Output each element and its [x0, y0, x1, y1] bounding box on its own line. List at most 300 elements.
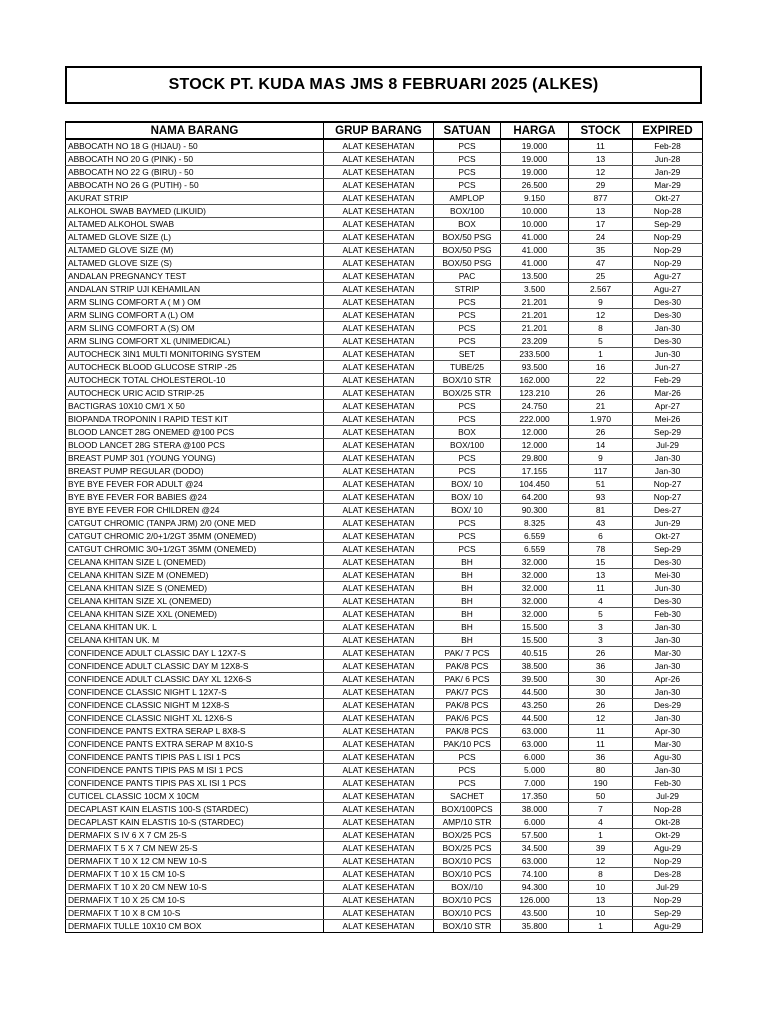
- item-stock-cell: 9: [569, 452, 633, 465]
- table-row: [66, 829, 703, 842]
- item-name-cell: CATGUT CHROMIC (TANPA JRM) 2/0 (ONE MED: [66, 517, 324, 530]
- item-expiry-cell: Jun-27: [633, 361, 703, 374]
- item-stock-cell: 26: [569, 647, 633, 660]
- item-price-cell: 63.000: [501, 855, 569, 868]
- item-stock-cell: 877: [569, 192, 633, 205]
- item-expiry-cell: Nop-28: [633, 803, 703, 816]
- item-name-cell: BYE BYE FEVER FOR ADULT @24: [66, 478, 324, 491]
- item-group-cell: ALAT KESEHATAN: [324, 387, 434, 400]
- item-name-cell: CONFIDENCE ADULT CLASSIC DAY XL 12X6-S: [66, 673, 324, 686]
- item-unit-cell: AMPLOP: [434, 192, 501, 205]
- item-name-cell: AKURAT STRIP: [66, 192, 324, 205]
- item-stock-cell: 24: [569, 231, 633, 244]
- table-row: [66, 257, 703, 270]
- item-unit-cell: PAK/10 PCS: [434, 738, 501, 751]
- item-group-cell: ALAT KESEHATAN: [324, 621, 434, 634]
- item-price-cell: 38.500: [501, 660, 569, 673]
- item-group-cell: ALAT KESEHATAN: [324, 231, 434, 244]
- item-expiry-cell: Jun-29: [633, 517, 703, 530]
- item-price-cell: 15.500: [501, 621, 569, 634]
- item-name-cell: BACTIGRAS 10X10 CM/1 X 50: [66, 400, 324, 413]
- item-stock-cell: 5: [569, 335, 633, 348]
- item-stock-cell: 39: [569, 842, 633, 855]
- item-price-cell: 5.000: [501, 764, 569, 777]
- item-group-cell: ALAT KESEHATAN: [324, 842, 434, 855]
- item-expiry-cell: Agu-29: [633, 920, 703, 933]
- item-stock-cell: 1: [569, 348, 633, 361]
- item-price-cell: 6.559: [501, 543, 569, 556]
- column-header-nama-barang: NAMA BARANG: [66, 122, 324, 139]
- table-row: [66, 764, 703, 777]
- column-header-stock: STOCK: [569, 122, 633, 139]
- item-name-cell: ALTAMED GLOVE SIZE (S): [66, 257, 324, 270]
- table-row: [66, 647, 703, 660]
- item-stock-cell: 26: [569, 699, 633, 712]
- item-stock-cell: 4: [569, 816, 633, 829]
- item-name-cell: ARM SLING COMFORT A (L) OM: [66, 309, 324, 322]
- table-row: [66, 452, 703, 465]
- item-price-cell: 40.515: [501, 647, 569, 660]
- item-stock-cell: 3: [569, 634, 633, 647]
- item-stock-cell: 93: [569, 491, 633, 504]
- item-group-cell: ALAT KESEHATAN: [324, 881, 434, 894]
- item-expiry-cell: Mar-30: [633, 738, 703, 751]
- item-name-cell: DECAPLAST KAIN ELASTIS 10-S (STARDEC): [66, 816, 324, 829]
- item-group-cell: ALAT KESEHATAN: [324, 816, 434, 829]
- item-unit-cell: PCS: [434, 465, 501, 478]
- table-row: [66, 296, 703, 309]
- table-row: [66, 777, 703, 790]
- item-name-cell: ABBOCATH NO 22 G (BIRU) - 50: [66, 166, 324, 179]
- item-name-cell: CONFIDENCE PANTS TIPIS PAS L ISI 1 PCS: [66, 751, 324, 764]
- item-expiry-cell: Des-29: [633, 699, 703, 712]
- item-group-cell: ALAT KESEHATAN: [324, 530, 434, 543]
- item-price-cell: 90.300: [501, 504, 569, 517]
- item-unit-cell: PCS: [434, 413, 501, 426]
- item-unit-cell: PCS: [434, 153, 501, 166]
- item-stock-cell: 81: [569, 504, 633, 517]
- item-name-cell: ALTAMED ALKOHOL SWAB: [66, 218, 324, 231]
- item-name-cell: DERMAFIX T 10 X 15 CM 10-S: [66, 868, 324, 881]
- item-group-cell: ALAT KESEHATAN: [324, 920, 434, 933]
- item-name-cell: CONFIDENCE PANTS EXTRA SERAP M 8X10-S: [66, 738, 324, 751]
- item-unit-cell: BOX/ 10: [434, 491, 501, 504]
- item-name-cell: CELANA KHITAN SIZE M (ONEMED): [66, 569, 324, 582]
- item-name-cell: DERMAFIX T 5 X 7 CM NEW 25-S: [66, 842, 324, 855]
- item-name-cell: DECAPLAST KAIN ELASTIS 100-S (STARDEC): [66, 803, 324, 816]
- item-unit-cell: PCS: [434, 139, 501, 153]
- item-unit-cell: BH: [434, 634, 501, 647]
- item-expiry-cell: Okt-27: [633, 530, 703, 543]
- item-price-cell: 41.000: [501, 244, 569, 257]
- item-unit-cell: PCS: [434, 764, 501, 777]
- item-expiry-cell: Feb-30: [633, 608, 703, 621]
- item-group-cell: ALAT KESEHATAN: [324, 582, 434, 595]
- item-stock-cell: 30: [569, 673, 633, 686]
- column-header-harga: HARGA: [501, 122, 569, 139]
- item-price-cell: 74.100: [501, 868, 569, 881]
- item-name-cell: AUTOCHECK URIC ACID STRIP-25: [66, 387, 324, 400]
- table-row: [66, 686, 703, 699]
- item-unit-cell: PCS: [434, 777, 501, 790]
- item-stock-cell: 2.567: [569, 283, 633, 296]
- table-row: [66, 478, 703, 491]
- item-name-cell: DERMAFIX T 10 X 8 CM 10-S: [66, 907, 324, 920]
- item-group-cell: ALAT KESEHATAN: [324, 361, 434, 374]
- table-row: [66, 205, 703, 218]
- item-unit-cell: PCS: [434, 296, 501, 309]
- item-unit-cell: BOX/10 STR: [434, 920, 501, 933]
- table-row: [66, 556, 703, 569]
- item-stock-cell: 13: [569, 569, 633, 582]
- item-unit-cell: PAK/8 PCS: [434, 699, 501, 712]
- table-row: [66, 699, 703, 712]
- item-group-cell: ALAT KESEHATAN: [324, 283, 434, 296]
- item-unit-cell: PAK/8 PCS: [434, 660, 501, 673]
- item-group-cell: ALAT KESEHATAN: [324, 634, 434, 647]
- item-unit-cell: PCS: [434, 179, 501, 192]
- item-unit-cell: PCS: [434, 166, 501, 179]
- item-price-cell: 41.000: [501, 231, 569, 244]
- table-row: [66, 387, 703, 400]
- item-name-cell: ABBOCATH NO 20 G (PINK) - 50: [66, 153, 324, 166]
- item-unit-cell: PCS: [434, 751, 501, 764]
- table-row: [66, 582, 703, 595]
- item-price-cell: 9.150: [501, 192, 569, 205]
- table-row: [66, 751, 703, 764]
- table-row: [66, 920, 703, 933]
- table-row: [66, 738, 703, 751]
- table-row: [66, 439, 703, 452]
- item-unit-cell: PCS: [434, 530, 501, 543]
- table-row: [66, 166, 703, 179]
- item-unit-cell: BH: [434, 582, 501, 595]
- item-name-cell: DERMAFIX T 10 X 25 CM 10-S: [66, 894, 324, 907]
- item-price-cell: 104.450: [501, 478, 569, 491]
- item-group-cell: ALAT KESEHATAN: [324, 335, 434, 348]
- item-name-cell: BYE BYE FEVER FOR CHILDREN @24: [66, 504, 324, 517]
- item-stock-cell: 190: [569, 777, 633, 790]
- item-stock-cell: 117: [569, 465, 633, 478]
- item-name-cell: ARM SLING COMFORT XL (UNIMEDICAL): [66, 335, 324, 348]
- item-stock-cell: 9: [569, 296, 633, 309]
- table-row: [66, 218, 703, 231]
- item-expiry-cell: Jan-30: [633, 634, 703, 647]
- item-group-cell: ALAT KESEHATAN: [324, 855, 434, 868]
- item-expiry-cell: Nop-29: [633, 894, 703, 907]
- item-name-cell: CONFIDENCE PANTS EXTRA SERAP L 8X8-S: [66, 725, 324, 738]
- item-name-cell: ABBOCATH NO 26 G (PUTIH) - 50: [66, 179, 324, 192]
- document-title: STOCK PT. KUDA MAS JMS 8 FEBRUARI 2025 (ALKES): [65, 66, 702, 104]
- item-group-cell: ALAT KESEHATAN: [324, 218, 434, 231]
- table-row: [66, 179, 703, 192]
- item-expiry-cell: Okt-27: [633, 192, 703, 205]
- table-row: [66, 348, 703, 361]
- item-unit-cell: BOX/10 PCS: [434, 907, 501, 920]
- item-price-cell: 39.500: [501, 673, 569, 686]
- item-name-cell: CATGUT CHROMIC 3/0+1/2GT 35MM (ONEMED): [66, 543, 324, 556]
- item-expiry-cell: Nop-27: [633, 478, 703, 491]
- item-unit-cell: BOX/25 STR: [434, 387, 501, 400]
- item-stock-cell: 17: [569, 218, 633, 231]
- table-row: [66, 907, 703, 920]
- item-expiry-cell: Okt-29: [633, 829, 703, 842]
- item-stock-cell: 10: [569, 881, 633, 894]
- item-stock-cell: 8: [569, 868, 633, 881]
- item-unit-cell: PAK/ 7 PCS: [434, 647, 501, 660]
- item-unit-cell: STRIP: [434, 283, 501, 296]
- item-name-cell: CONFIDENCE PANTS TIPIS PAS XL ISI 1 PCS: [66, 777, 324, 790]
- item-name-cell: ANDALAN PREGNANCY TEST: [66, 270, 324, 283]
- item-name-cell: DERMAFIX S IV 6 X 7 CM 25-S: [66, 829, 324, 842]
- item-group-cell: ALAT KESEHATAN: [324, 829, 434, 842]
- item-unit-cell: PCS: [434, 400, 501, 413]
- item-stock-cell: 80: [569, 764, 633, 777]
- item-expiry-cell: Agu-27: [633, 270, 703, 283]
- item-group-cell: ALAT KESEHATAN: [324, 751, 434, 764]
- item-expiry-cell: Jan-30: [633, 621, 703, 634]
- item-expiry-cell: Nop-28: [633, 205, 703, 218]
- item-price-cell: 21.201: [501, 309, 569, 322]
- item-name-cell: DERMAFIX T 10 X 12 CM NEW 10-S: [66, 855, 324, 868]
- item-stock-cell: 30: [569, 686, 633, 699]
- item-stock-cell: 78: [569, 543, 633, 556]
- item-price-cell: 12.000: [501, 439, 569, 452]
- item-unit-cell: PAK/8 PCS: [434, 725, 501, 738]
- item-stock-cell: 15: [569, 556, 633, 569]
- item-group-cell: ALAT KESEHATAN: [324, 686, 434, 699]
- item-unit-cell: BH: [434, 595, 501, 608]
- table-row: [66, 517, 703, 530]
- item-stock-cell: 12: [569, 309, 633, 322]
- item-expiry-cell: Des-30: [633, 556, 703, 569]
- item-unit-cell: PCS: [434, 517, 501, 530]
- table-row: [66, 569, 703, 582]
- item-stock-cell: 43: [569, 517, 633, 530]
- item-group-cell: ALAT KESEHATAN: [324, 244, 434, 257]
- item-unit-cell: BOX/10 PCS: [434, 868, 501, 881]
- item-price-cell: 44.500: [501, 686, 569, 699]
- item-expiry-cell: Okt-28: [633, 816, 703, 829]
- item-group-cell: ALAT KESEHATAN: [324, 725, 434, 738]
- item-price-cell: 24.750: [501, 400, 569, 413]
- item-expiry-cell: Jan-30: [633, 452, 703, 465]
- item-stock-cell: 12: [569, 855, 633, 868]
- item-stock-cell: 26: [569, 426, 633, 439]
- item-unit-cell: BH: [434, 608, 501, 621]
- item-price-cell: 6.000: [501, 816, 569, 829]
- table-row: [66, 192, 703, 205]
- item-stock-cell: 5: [569, 608, 633, 621]
- item-unit-cell: BOX/25 PCS: [434, 842, 501, 855]
- item-expiry-cell: Jan-30: [633, 686, 703, 699]
- item-name-cell: CONFIDENCE CLASSIC NIGHT L 12X7-S: [66, 686, 324, 699]
- item-group-cell: ALAT KESEHATAN: [324, 803, 434, 816]
- item-name-cell: CELANA KHITAN SIZE S (ONEMED): [66, 582, 324, 595]
- table-row: [66, 842, 703, 855]
- item-group-cell: ALAT KESEHATAN: [324, 491, 434, 504]
- item-name-cell: DERMAFIX TULLE 10X10 CM BOX: [66, 920, 324, 933]
- item-name-cell: CELANA KHITAN UK. M: [66, 634, 324, 647]
- item-stock-cell: 14: [569, 439, 633, 452]
- item-group-cell: ALAT KESEHATAN: [324, 712, 434, 725]
- table-row: [66, 426, 703, 439]
- item-expiry-cell: Nop-29: [633, 257, 703, 270]
- item-expiry-cell: Feb-28: [633, 139, 703, 153]
- item-price-cell: 17.350: [501, 790, 569, 803]
- item-unit-cell: BOX/10 PCS: [434, 855, 501, 868]
- item-stock-cell: 35: [569, 244, 633, 257]
- item-expiry-cell: Mei-26: [633, 413, 703, 426]
- table-row: [66, 465, 703, 478]
- item-price-cell: 35.800: [501, 920, 569, 933]
- item-unit-cell: PAK/6 PCS: [434, 712, 501, 725]
- item-expiry-cell: Jan-30: [633, 712, 703, 725]
- item-expiry-cell: Jul-29: [633, 790, 703, 803]
- item-price-cell: 34.500: [501, 842, 569, 855]
- item-expiry-cell: Agu-30: [633, 751, 703, 764]
- item-unit-cell: TUBE/25: [434, 361, 501, 374]
- item-unit-cell: PCS: [434, 543, 501, 556]
- item-stock-cell: 13: [569, 153, 633, 166]
- item-group-cell: ALAT KESEHATAN: [324, 556, 434, 569]
- item-group-cell: ALAT KESEHATAN: [324, 139, 434, 153]
- item-expiry-cell: Jun-30: [633, 348, 703, 361]
- item-unit-cell: BOX/100: [434, 205, 501, 218]
- item-price-cell: 26.500: [501, 179, 569, 192]
- item-group-cell: ALAT KESEHATAN: [324, 569, 434, 582]
- item-unit-cell: PCS: [434, 309, 501, 322]
- item-name-cell: ARM SLING COMFORT A ( M ) OM: [66, 296, 324, 309]
- item-price-cell: 38.000: [501, 803, 569, 816]
- item-price-cell: 41.000: [501, 257, 569, 270]
- item-unit-cell: PAC: [434, 270, 501, 283]
- item-group-cell: ALAT KESEHATAN: [324, 348, 434, 361]
- item-group-cell: ALAT KESEHATAN: [324, 270, 434, 283]
- table-row: [66, 413, 703, 426]
- table-row: [66, 322, 703, 335]
- item-expiry-cell: Sep-29: [633, 426, 703, 439]
- item-group-cell: ALAT KESEHATAN: [324, 192, 434, 205]
- item-expiry-cell: Des-30: [633, 296, 703, 309]
- table-row: [66, 335, 703, 348]
- item-expiry-cell: Des-28: [633, 868, 703, 881]
- item-price-cell: 162.000: [501, 374, 569, 387]
- table-row: [66, 816, 703, 829]
- item-stock-cell: 1.970: [569, 413, 633, 426]
- item-price-cell: 64.200: [501, 491, 569, 504]
- item-name-cell: AUTOCHECK TOTAL CHOLESTEROL-10: [66, 374, 324, 387]
- item-name-cell: CONFIDENCE CLASSIC NIGHT M 12X8-S: [66, 699, 324, 712]
- table-row: [66, 855, 703, 868]
- item-expiry-cell: Jan-30: [633, 322, 703, 335]
- item-stock-cell: 11: [569, 582, 633, 595]
- item-price-cell: 19.000: [501, 139, 569, 153]
- item-price-cell: 10.000: [501, 218, 569, 231]
- table-row: [66, 543, 703, 556]
- item-price-cell: 32.000: [501, 595, 569, 608]
- item-stock-cell: 50: [569, 790, 633, 803]
- item-stock-cell: 25: [569, 270, 633, 283]
- item-group-cell: ALAT KESEHATAN: [324, 309, 434, 322]
- item-name-cell: CONFIDENCE PANTS TIPIS PAS M ISI 1 PCS: [66, 764, 324, 777]
- column-header-expired: EXPIRED: [633, 122, 703, 139]
- item-unit-cell: PAK/ 6 PCS: [434, 673, 501, 686]
- item-stock-cell: 16: [569, 361, 633, 374]
- item-price-cell: 57.500: [501, 829, 569, 842]
- item-price-cell: 3.500: [501, 283, 569, 296]
- item-expiry-cell: Nop-29: [633, 231, 703, 244]
- item-expiry-cell: Apr-27: [633, 400, 703, 413]
- item-stock-cell: 36: [569, 751, 633, 764]
- item-expiry-cell: Sep-29: [633, 218, 703, 231]
- item-stock-cell: 1: [569, 829, 633, 842]
- item-group-cell: ALAT KESEHATAN: [324, 322, 434, 335]
- item-expiry-cell: Des-27: [633, 504, 703, 517]
- table-row: [66, 283, 703, 296]
- item-group-cell: ALAT KESEHATAN: [324, 426, 434, 439]
- item-name-cell: CELANA KHITAN SIZE XXL (ONEMED): [66, 608, 324, 621]
- item-price-cell: 43.250: [501, 699, 569, 712]
- item-name-cell: BREAST PUMP 301 (YOUNG YOUNG): [66, 452, 324, 465]
- item-group-cell: ALAT KESEHATAN: [324, 777, 434, 790]
- item-price-cell: 12.000: [501, 426, 569, 439]
- table-row: [66, 634, 703, 647]
- item-expiry-cell: Apr-30: [633, 725, 703, 738]
- item-group-cell: ALAT KESEHATAN: [324, 543, 434, 556]
- table-row: [66, 504, 703, 517]
- item-expiry-cell: Des-30: [633, 309, 703, 322]
- item-name-cell: ANDALAN STRIP UJI KEHAMILAN: [66, 283, 324, 296]
- item-group-cell: ALAT KESEHATAN: [324, 517, 434, 530]
- item-unit-cell: BOX: [434, 426, 501, 439]
- item-group-cell: ALAT KESEHATAN: [324, 907, 434, 920]
- column-header-satuan: SATUAN: [434, 122, 501, 139]
- item-expiry-cell: Des-30: [633, 335, 703, 348]
- item-group-cell: ALAT KESEHATAN: [324, 179, 434, 192]
- item-name-cell: BIOPANDA TROPONIN I RAPID TEST KIT: [66, 413, 324, 426]
- item-name-cell: BYE BYE FEVER FOR BABIES @24: [66, 491, 324, 504]
- table-row: [66, 712, 703, 725]
- item-price-cell: 32.000: [501, 608, 569, 621]
- item-unit-cell: SACHET: [434, 790, 501, 803]
- item-group-cell: ALAT KESEHATAN: [324, 153, 434, 166]
- table-row: [66, 374, 703, 387]
- item-price-cell: 15.500: [501, 634, 569, 647]
- item-unit-cell: AMP/10 STR: [434, 816, 501, 829]
- column-header-grup-barang: GRUP BARANG: [324, 122, 434, 139]
- item-unit-cell: BOX/50 PSG: [434, 231, 501, 244]
- item-expiry-cell: Nop-29: [633, 855, 703, 868]
- item-expiry-cell: Mar-30: [633, 647, 703, 660]
- item-unit-cell: BOX/ 10: [434, 478, 501, 491]
- item-group-cell: ALAT KESEHATAN: [324, 608, 434, 621]
- item-price-cell: 94.300: [501, 881, 569, 894]
- item-expiry-cell: Jun-28: [633, 153, 703, 166]
- table-row: [66, 491, 703, 504]
- table-row: [66, 660, 703, 673]
- item-name-cell: CONFIDENCE CLASSIC NIGHT XL 12X6-S: [66, 712, 324, 725]
- item-stock-cell: 13: [569, 894, 633, 907]
- item-group-cell: ALAT KESEHATAN: [324, 205, 434, 218]
- item-unit-cell: BOX/10 STR: [434, 374, 501, 387]
- item-name-cell: ABBOCATH NO 18 G (HIJAU) - 50: [66, 139, 324, 153]
- item-name-cell: CUTICEL CLASSIC 10CM X 10CM: [66, 790, 324, 803]
- item-group-cell: ALAT KESEHATAN: [324, 439, 434, 452]
- item-group-cell: ALAT KESEHATAN: [324, 452, 434, 465]
- item-price-cell: 63.000: [501, 725, 569, 738]
- item-group-cell: ALAT KESEHATAN: [324, 790, 434, 803]
